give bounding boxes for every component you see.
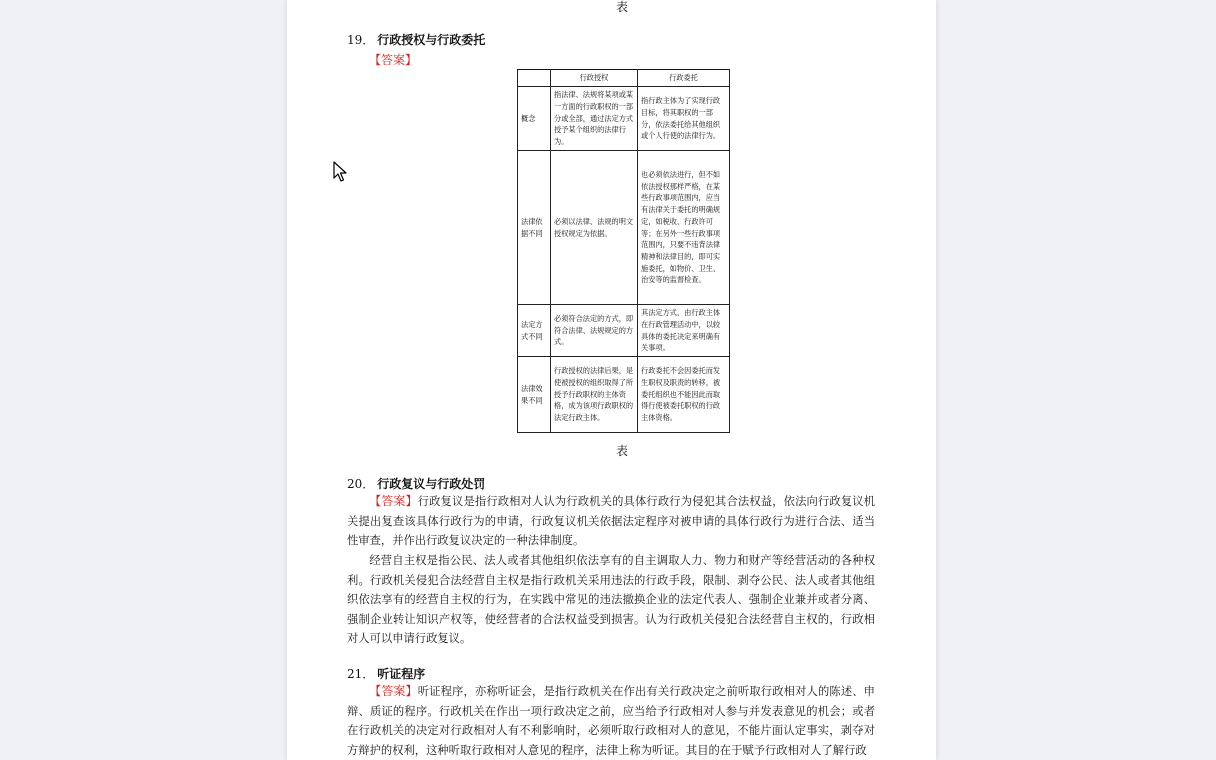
cell-authorization: 指法律、法规将某项或某一方面的行政职权的一部分或全部，通过法定方式授予某个组织的法律行为。 [551, 87, 638, 151]
cell-entrustment: 行政委托不会因委托而发生职权及职责的转移，被委托组织也不能因此而取得行使被委托职权的行政主体资格。 [638, 357, 730, 433]
cell-entrustment: 其法定方式，由行政主体在行政管理活动中，以较具体的委托决定来明确有关事项。 [638, 305, 730, 357]
question-20-answer [347, 492, 875, 551]
mouse-cursor-icon [333, 161, 347, 183]
table-header-entrustment: 行政委托 [638, 70, 730, 87]
table-row [518, 151, 730, 305]
table-header-row [518, 70, 730, 87]
question-20-number: 20． [347, 477, 375, 491]
question-19-number: 19． [347, 33, 375, 47]
question-21-title: 听证程序 [377, 667, 426, 681]
question-20-answer-text: 行政复议是指行政相对人认为行政机关的具体行政行为侵犯其合法权益，依法向行政复议机关提出复查该具体行政行为的申请，行政复议机关依据法定程序对被申请的具体行政行为进行合法、适当性审查，并作出行政复议决定的一种法律制度。 [347, 495, 875, 548]
question-19-heading [347, 31, 485, 48]
cell-entrustment: 指行政主体为了实现行政目标，将其职权的一部分，依法委托给其他组织或个人行使的法律行为。 [638, 87, 730, 151]
previous-table-caption: 表 [616, 0, 629, 14]
viewer-left-gutter [0, 0, 287, 760]
cell-authorization: 行政授权的法律后果，是使被授权的组织取得了所授予行政职权的主体资格，成为该项行政职权的法定行政主体。 [551, 357, 638, 433]
comparison-table [517, 69, 730, 433]
viewer-right-gutter [936, 0, 1216, 760]
row-label: 概念 [518, 87, 551, 151]
question-20-heading [347, 475, 485, 492]
question-20-paragraph-2-text: 经营自主权是指公民、法人或者其他组织依法享有的自主调取人力、物力和财产等经营活动的各种权利。行政机关侵犯合法经营自主权是指行政机关采用违法的行政手段，限制、剥夺公民、法人或者其他组织依法享有的经营自主权的行为，在实践中常见的违法撤换企业的法定代表人、强制企业兼并或者分离、强制企业转让知识产权等，使经营者的合法权益受到损害。认为行政机关侵犯合法经营自主权的，行政相对人可以申请行政复议。 [347, 554, 875, 646]
cell-authorization: 必须符合法定的方式，即符合法律、法规规定的方式。 [551, 305, 638, 357]
table-row [518, 87, 730, 151]
question-19-answer-tag: 【答案】 [369, 53, 418, 67]
table-header-empty [518, 70, 551, 87]
question-21-answer [347, 682, 875, 760]
cell-authorization: 必须以法律、法规的明文授权规定为依据。 [551, 151, 638, 305]
table-header-authorization: 行政授权 [551, 70, 638, 87]
question-21-answer-tag: 【答案】 [369, 684, 418, 698]
question-21-answer-text: 听证程序，亦称听证会，是指行政机关在作出有关行政决定之前听取行政相对人的陈述、申辩、质证的程序。行政机关在作出一项行政决定之前，应当给予行政相对人参与并发表意见的机会；或者在行政机关的决定对行政相对人有不利影响时，必须听取行政相对人的意见，不能片面认定事实，剥夺对方辩护的权利，这种听取行政相对人意见的程序，法律上称为听证。其目的在于赋予行政相对人了解行政 [347, 685, 875, 757]
document-page[interactable] [287, 0, 936, 760]
table-row [518, 305, 730, 357]
question-21-number: 21． [347, 667, 375, 681]
row-label: 法定方式不同 [518, 305, 551, 357]
row-label: 法律效果不同 [518, 357, 551, 433]
cell-entrustment: 也必须依法进行，但不如依法授权那样严格，在某些行政事项范围内，应当有法律关于委托的明确规定，如税收、行政许可等；在另外一些行政事项范围内，只要不违背法律精神和法律目的，即可实施委托，如物价、卫生、治安等的监督检查。 [638, 151, 730, 305]
question-20-title: 行政复议与行政处罚 [377, 477, 486, 491]
row-label: 法律依据不同 [518, 151, 551, 305]
question-20-paragraph-2 [347, 551, 875, 649]
question-19-title: 行政授权与行政委托 [377, 33, 486, 47]
table-row [518, 357, 730, 433]
question-21-heading [347, 665, 425, 682]
table-caption: 表 [616, 444, 629, 458]
question-20-answer-tag: 【答案】 [369, 494, 418, 508]
